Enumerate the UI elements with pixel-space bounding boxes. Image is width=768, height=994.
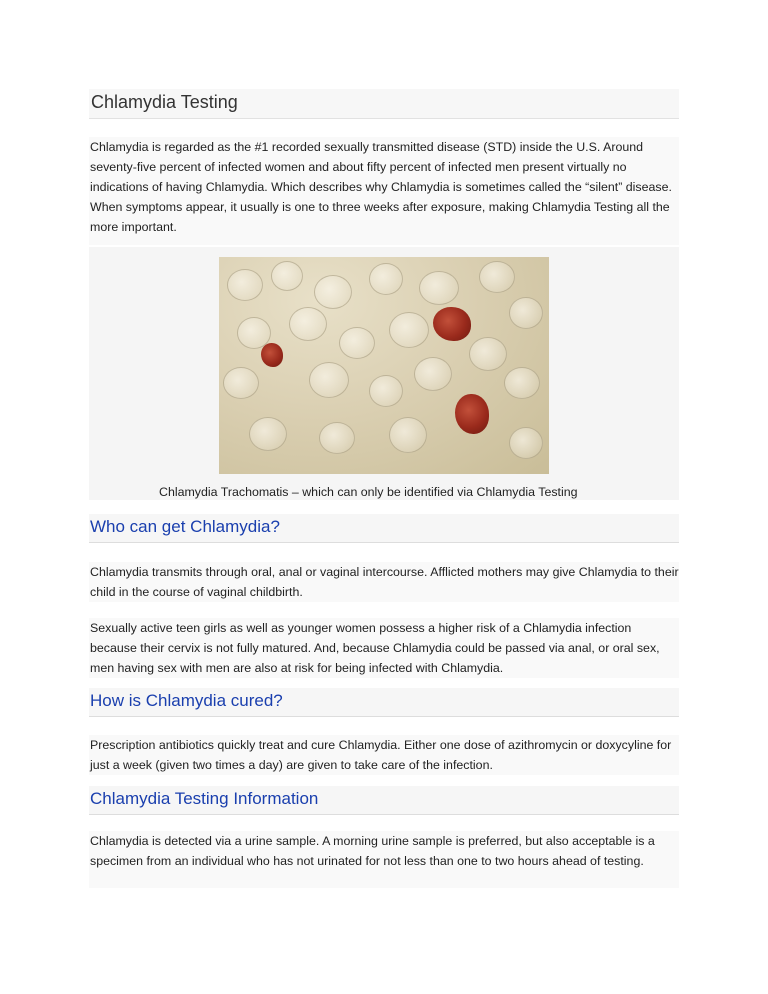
stained-cell-left [261, 343, 283, 367]
who-paragraph-1: Chlamydia transmits through oral, anal or vaginal intercourse. Afflicted mothers may give Chlamydia to their child in the course of vaginal childbirth. [90, 565, 679, 599]
intro-paragraph: Chlamydia is regarded as the #1 recorded sexually transmitted disease (STD) inside the U.S. Around seventy-five percent of infected women and about fifty percent of infected men present virtually no indications of having Chlamydia. Which describes why Chlamydia is sometimes called the “silent” disease. When symptoms appear, it usually is one to three weeks after exposure, making Chlamydia Testing all the more important. [90, 140, 672, 234]
who-paragraph-2: Sexually active teen girls as well as younger women possess a higher risk of a Chlamydia infection because their cervix is not fully matured. And, because Chlamydia could be passed via anal, or oral sex, men having sex with men are also at risk for being infected with Chlamydia. [90, 621, 660, 675]
cure-paragraph: Prescription antibiotics quickly treat and cure Chlamydia. Either one dose of azithromycin or doxycyline for just a week (given two times a day) are given to take care of the infection. [90, 738, 672, 772]
heading-who-can-get: Who can get Chlamydia? [90, 517, 280, 536]
page-title: Chlamydia Testing [91, 92, 238, 112]
heading-testing-information: Chlamydia Testing Information [90, 789, 319, 808]
who-paragraph-2-block [89, 618, 679, 678]
stained-cell-bottom [455, 394, 489, 434]
figure-block [89, 247, 679, 500]
title-bar [89, 89, 679, 119]
intro-block [89, 137, 679, 245]
section-heading-who [89, 514, 679, 543]
section-heading-cure [89, 688, 679, 717]
heading-how-cured: How is Chlamydia cured? [90, 691, 283, 710]
stained-cell-top [433, 307, 471, 341]
testing-paragraph-block [89, 831, 679, 888]
cure-paragraph-block [89, 735, 679, 775]
testing-paragraph: Chlamydia is detected via a urine sample. A morning urine sample is preferred, but also acceptable is a specimen from an individual who has not urinated for not less than one to two hours ahead of testing. [90, 834, 655, 868]
who-paragraph-1-block [89, 562, 679, 602]
figure-caption: Chlamydia Trachomatis – which can only be identified via Chlamydia Testing [159, 485, 578, 499]
micrograph-image [219, 257, 549, 474]
section-heading-testing [89, 786, 679, 815]
